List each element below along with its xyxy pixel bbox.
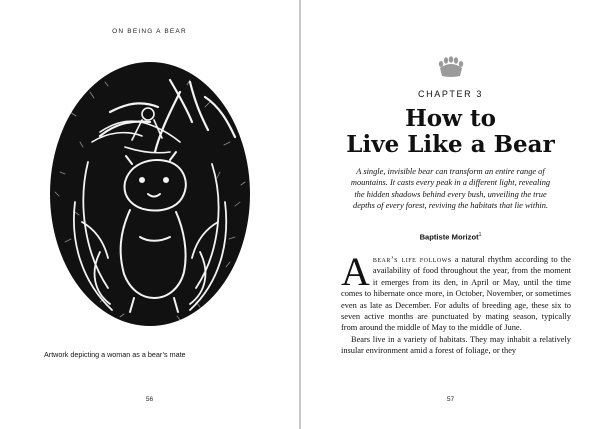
page-number-left: 56: [145, 396, 154, 403]
lead-in: bear’s life follows: [372, 255, 452, 264]
epigraph-quote: A single, invisible bear can transform an entire range of mountains. It casts every peak in a different light, revealing the hidden shadows behind every bush, unveiling the true depths of every forest, reviving the habitats that lie within.: [350, 167, 551, 211]
page-number-right: 57: [446, 396, 455, 403]
chapter-label: CHAPTER 3: [418, 89, 483, 99]
right-page: [301, 0, 600, 429]
paragraph-1: [341, 249, 571, 334]
paragraph-1-text: a natural rhythm according to the availability of food throughout the year, from the moment it emerges from its den, in April or May, until the time comes to hibernate once more, in October, November, or sometimes even as late as December. For adults of breeding age, these six to seven active months are punctuated by mating season, typically from around the middle of May to the middle of June.: [341, 255, 571, 333]
bear-paw-icon: [437, 56, 465, 78]
body-text: [341, 249, 571, 357]
epigraph-source: [301, 232, 600, 242]
footnote-marker: 1: [478, 232, 482, 238]
woodcut-illustration: [30, 52, 270, 332]
chapter-title-line-2: Live Like a Bear: [346, 131, 555, 158]
chapter-title-line-1: How to: [405, 105, 496, 132]
paragraph-2: Bears live in a variety of habitats. They may inhabit a relatively insular environment amid a forest of foliage, or they: [341, 334, 571, 356]
chapter-title: [301, 106, 600, 158]
left-page: [0, 0, 299, 429]
drop-cap: A: [341, 249, 370, 294]
running-head: ON BEING A BEAR: [112, 28, 187, 35]
bear-woman-artwork: [30, 52, 270, 332]
epigraph-author: Baptiste Morizot: [419, 232, 479, 242]
artwork-caption: Artwork depicting a woman as a bear’s mate: [44, 350, 186, 359]
